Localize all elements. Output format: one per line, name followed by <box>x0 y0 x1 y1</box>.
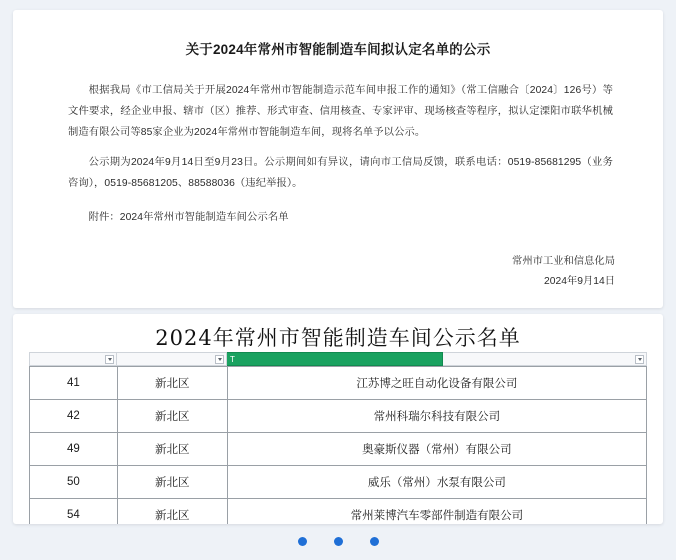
table-row[interactable] <box>30 367 647 400</box>
cell-no: 54 <box>30 499 118 525</box>
chevron-down-icon[interactable] <box>215 355 224 364</box>
table-row[interactable] <box>30 400 647 433</box>
list-card <box>13 314 663 524</box>
cell-no: 49 <box>30 433 118 466</box>
notice-title: 关于2024年常州市智能制造车间拟认定名单的公示 <box>185 42 491 57</box>
pager-dot-3[interactable] <box>370 537 379 546</box>
cell-no: 41 <box>30 367 118 400</box>
signature-org: 常州市工业和信息化局 <box>512 256 615 267</box>
cell-area: 新北区 <box>117 400 227 433</box>
chevron-down-icon[interactable] <box>105 355 114 364</box>
column-header-no[interactable] <box>29 352 117 366</box>
pager-dots <box>0 537 676 546</box>
notice-signature <box>512 252 615 292</box>
table-row[interactable] <box>30 499 647 525</box>
list-table <box>29 366 647 524</box>
cell-area: 新北区 <box>117 433 227 466</box>
table-row[interactable] <box>30 466 647 499</box>
pager-dot-1[interactable] <box>298 537 307 546</box>
signature-date: 2024年9月14日 <box>544 276 615 287</box>
cell-area: 新北区 <box>117 499 227 525</box>
column-header-name-selected[interactable] <box>227 352 443 366</box>
column-header-strip <box>29 352 647 366</box>
cell-name: 威乐（常州）水泵有限公司 <box>227 466 646 499</box>
table-row[interactable] <box>30 433 647 466</box>
column-marker-label: T <box>230 355 235 364</box>
chevron-down-icon[interactable] <box>635 355 644 364</box>
pager-dot-2[interactable] <box>334 537 343 546</box>
notice-attachment: 附件：2024年常州市智能制造车间公示名单 <box>88 212 289 223</box>
notice-card <box>13 10 663 308</box>
cell-no: 50 <box>30 466 118 499</box>
notice-paragraph-1: 根据我局《市工信局关于开展2024年常州市智能制造示范车间申报工作的通知》（常工信融合〔2024〕126号）等文件要求，经企业申报、辖市（区）推荐、形式审查、信用核查、专家评审、现场核查等程序，拟认定溧阳市联华机械制造有限公司等85家企业为2024年常州市智能制造车间，现将名单予以公示。 <box>68 85 613 138</box>
list-title: 2024年常州市智能制造车间公示名单 <box>155 326 521 350</box>
column-header-area[interactable] <box>117 352 227 366</box>
cell-area: 新北区 <box>117 466 227 499</box>
cell-area: 新北区 <box>117 367 227 400</box>
notice-paragraph-2: 公示期为2024年9月14日至9月23日。公示期间如有异议，请向市工信局反馈，联系电话：0519-85681295（业务咨询），0519-85681205、88588036（违纪举报）。 <box>68 157 613 189</box>
notice-body <box>68 80 613 237</box>
cell-name: 常州科瑞尔科技有限公司 <box>227 400 646 433</box>
column-header-extra[interactable] <box>443 352 647 366</box>
cell-name: 江苏博之旺自动化设备有限公司 <box>227 367 646 400</box>
cell-name: 奥豪斯仪器（常州）有限公司 <box>227 433 646 466</box>
cell-name: 常州莱博汽车零部件制造有限公司 <box>227 499 646 525</box>
cell-no: 42 <box>30 400 118 433</box>
